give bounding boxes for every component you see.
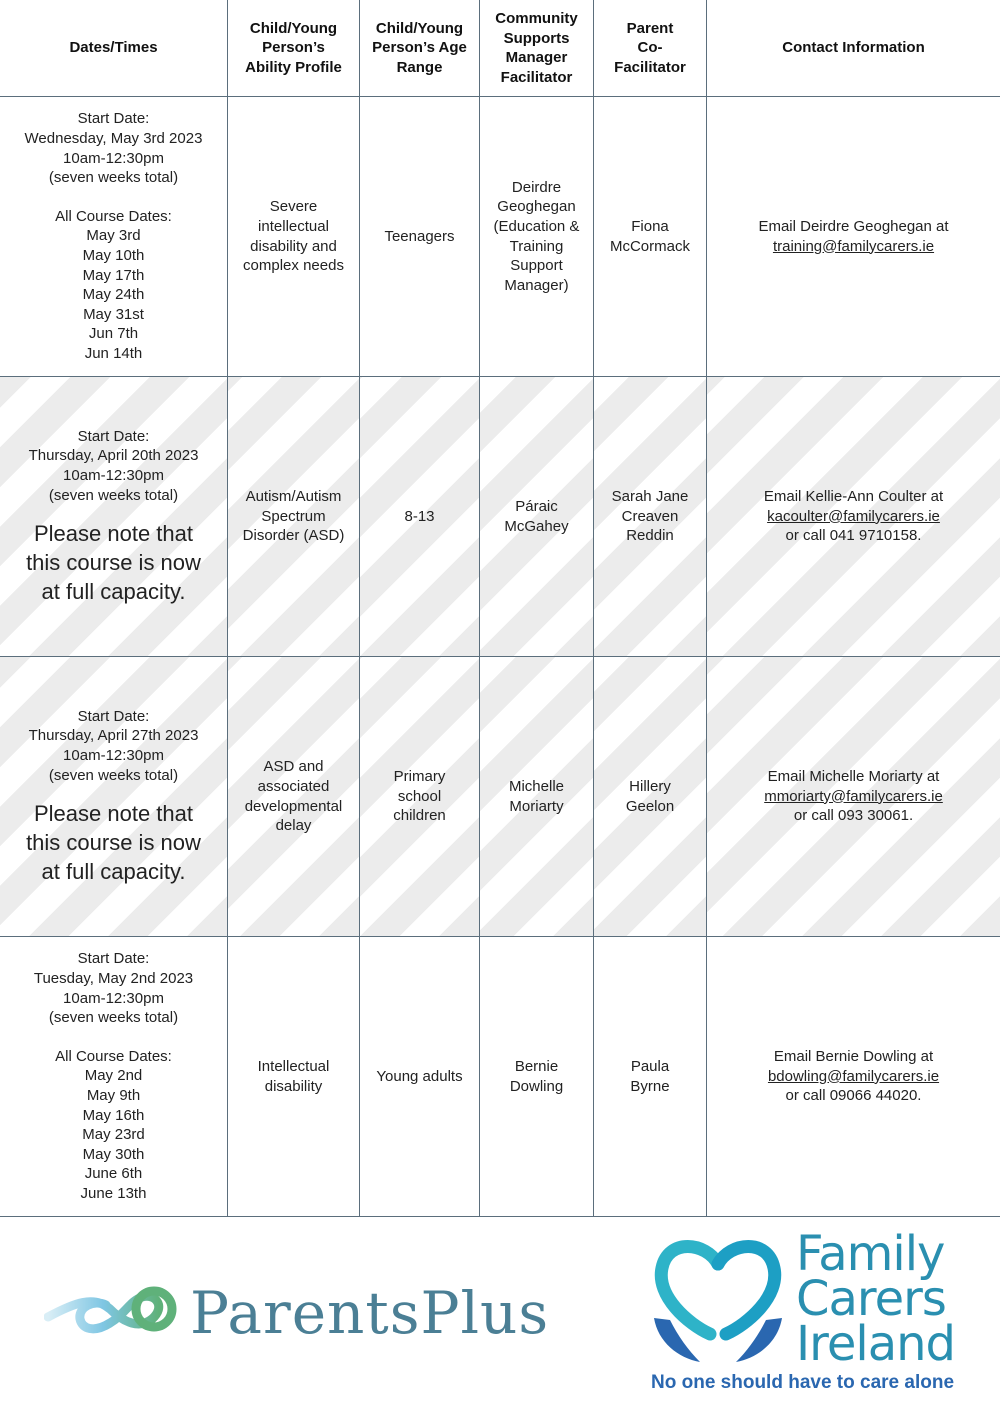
header-line: Manager xyxy=(505,49,568,66)
dates-cell xyxy=(0,377,228,657)
co-facilitator-cell xyxy=(594,377,707,657)
date-line: Thursday, April 27th 2023 xyxy=(28,727,199,745)
date-line: Start Date: xyxy=(77,707,150,725)
co-facilitator-cell xyxy=(594,97,707,377)
date-line: Start Date: xyxy=(77,950,150,968)
course-date: June 13th xyxy=(80,1184,147,1202)
course-date: May 2nd xyxy=(84,1067,143,1085)
ability-line: developmental xyxy=(244,797,343,815)
manager-facilitator-cell xyxy=(480,937,594,1217)
course-date: June 6th xyxy=(84,1165,143,1183)
header-line: Dates/Times xyxy=(69,39,158,57)
email-link[interactable]: mmoriarty@familycarers.ie xyxy=(764,787,943,805)
fci-tagline: No one should have to care alone xyxy=(651,1372,955,1393)
date-line: Start Date: xyxy=(77,110,150,128)
all-course-dates-label: All Course Dates: xyxy=(55,1047,172,1065)
dates-cell xyxy=(0,97,228,377)
age-line: 8-13 xyxy=(404,507,435,525)
cofacilitator-line: Geelon xyxy=(625,797,675,815)
ability-line: intellectual xyxy=(258,217,329,235)
course-date: May 9th xyxy=(86,1087,141,1104)
age-range-cell xyxy=(360,937,480,1217)
contact-line: Email Bernie Dowling at xyxy=(773,1048,934,1066)
header-line: Person’s xyxy=(262,39,325,57)
header-line: Contact Information xyxy=(782,39,925,57)
course-date: May 24th xyxy=(82,286,145,304)
all-course-dates-label: All Course Dates: xyxy=(55,207,172,225)
note-line: this course is now xyxy=(26,550,201,576)
dates-cell xyxy=(0,937,228,1217)
age-range-cell xyxy=(360,97,480,377)
ability-profile-cell xyxy=(228,97,360,377)
ability-line: disability and xyxy=(250,237,337,255)
date-line: 10am-12:30pm xyxy=(63,747,164,764)
manager-line: Training xyxy=(509,237,564,255)
cofacilitator-line: Creaven xyxy=(621,507,679,525)
ability-line: ASD and xyxy=(263,758,324,776)
cofacilitator-line: Sarah Jane xyxy=(611,488,689,506)
age-line: Teenagers xyxy=(384,227,455,245)
note-line: at full capacity. xyxy=(41,579,186,605)
date-line: 10am-12:30pm xyxy=(63,989,164,1007)
contact-cell xyxy=(707,937,1000,1217)
cofacilitator-line: Reddin xyxy=(626,527,674,545)
age-line: Primary xyxy=(393,768,446,786)
manager-line: Michelle xyxy=(508,777,565,795)
ability-line: Spectrum xyxy=(261,507,326,525)
header-dates xyxy=(0,0,228,97)
course-date: May 30th xyxy=(82,1145,145,1163)
manager-line: Bernie xyxy=(514,1057,559,1075)
header-ability xyxy=(228,0,360,97)
course-date: May 16th xyxy=(82,1106,145,1124)
full-capacity-note xyxy=(26,799,201,886)
header-line: Range xyxy=(396,58,443,76)
heart-hands-icon xyxy=(648,1234,788,1369)
contact-line: Email Michelle Moriarty at xyxy=(767,768,940,786)
age-line: children xyxy=(393,807,446,825)
contact-line: Email Kellie-Ann Coulter at xyxy=(763,488,944,506)
manager-facilitator-cell xyxy=(480,657,594,937)
cofacilitator-line: Hillery xyxy=(629,777,671,795)
cofacilitator-line: Paula xyxy=(630,1057,670,1075)
note-line: at full capacity. xyxy=(41,859,186,885)
ability-profile-cell xyxy=(228,937,360,1217)
header-age xyxy=(360,0,480,97)
manager-line: Dowling xyxy=(509,1077,564,1095)
date-line: Wednesday, May 3rd 2023 xyxy=(24,130,203,148)
header-line: Supports xyxy=(503,29,570,47)
ability-line: Intellectual xyxy=(257,1057,330,1075)
ability-profile-cell xyxy=(228,657,360,937)
course-date: Jun 7th xyxy=(88,325,139,343)
date-line: Thursday, April 20th 2023 xyxy=(28,447,199,465)
date-line: (seven weeks total) xyxy=(48,486,179,504)
ability-line: associated xyxy=(257,777,330,795)
phone-line: or call 041 9710158. xyxy=(785,527,922,545)
manager-facilitator-cell xyxy=(480,377,594,657)
manager-facilitator-cell xyxy=(480,97,594,377)
age-range-cell xyxy=(360,657,480,937)
fci-word: Carers xyxy=(796,1271,946,1327)
header-manager xyxy=(480,0,594,97)
full-capacity-note xyxy=(26,519,201,606)
co-facilitator-cell xyxy=(594,657,707,937)
header-line: Facilitator xyxy=(500,68,573,86)
email-link[interactable]: kacoulter@familycarers.ie xyxy=(767,507,940,525)
manager-line: (Education & xyxy=(493,217,580,235)
contact-cell xyxy=(707,657,1000,937)
age-line: Young adults xyxy=(376,1067,463,1085)
fci-word: Ireland xyxy=(796,1316,956,1372)
cofacilitator-line: Fiona xyxy=(631,217,669,235)
ability-line: Autism/Autism xyxy=(245,488,342,506)
ability-line: delay xyxy=(275,817,312,835)
date-line: Tuesday, May 2nd 2023 xyxy=(33,970,194,988)
ability-line: Disorder (ASD) xyxy=(242,527,345,545)
header-line: Child/Young xyxy=(375,19,464,37)
header-line: Community xyxy=(495,10,578,27)
phone-line: or call 09066 44020. xyxy=(785,1087,922,1105)
parents-plus-logo xyxy=(44,1278,564,1348)
ability-profile-cell xyxy=(228,377,360,657)
manager-line: Deirdre xyxy=(511,178,562,196)
infinity-loop-icon xyxy=(44,1283,184,1343)
header-line: Parent xyxy=(626,19,674,37)
note-line: this course is now xyxy=(26,830,201,856)
contact-cell xyxy=(707,377,1000,657)
dates-cell xyxy=(0,657,228,937)
note-line: Please note that xyxy=(33,521,193,547)
contact-line: Email Deirdre Geoghegan at xyxy=(758,217,949,235)
fci-wordmark xyxy=(796,1226,956,1372)
header-line: Facilitator xyxy=(614,58,686,76)
co-facilitator-cell xyxy=(594,937,707,1217)
family-carers-ireland-logo xyxy=(648,1226,968,1402)
cofacilitator-line: Byrne xyxy=(630,1077,670,1095)
note-line: Please note that xyxy=(33,801,193,827)
header-contact xyxy=(707,0,1000,97)
ability-line: complex needs xyxy=(243,257,344,275)
phone-line: or call 093 30061. xyxy=(793,807,914,825)
cofacilitator-line: McCormack xyxy=(609,237,690,255)
fci-word: Family xyxy=(796,1226,945,1282)
header-line: Ability Profile xyxy=(245,58,342,76)
date-line: 10am-12:30pm xyxy=(63,149,164,167)
course-date: May 17th xyxy=(82,266,145,284)
course-date: May 3rd xyxy=(86,227,141,245)
date-line: (seven weeks total) xyxy=(48,766,179,784)
age-line: school xyxy=(397,787,442,805)
manager-line: Moriarty xyxy=(509,797,564,815)
ability-line: disability xyxy=(264,1077,323,1095)
header-line: Person’s Age xyxy=(372,39,467,57)
course-date: May 10th xyxy=(82,247,145,264)
parents-plus-wordmark: ParentsPlus xyxy=(190,1279,550,1347)
date-line: (seven weeks total) xyxy=(48,1009,179,1027)
manager-line: Páraic xyxy=(515,497,558,515)
manager-line: Geoghegan xyxy=(497,198,576,216)
date-line: Start Date: xyxy=(77,427,150,445)
contact-cell xyxy=(707,97,1000,377)
header-cofacilitator xyxy=(594,0,707,97)
manager-line: Support xyxy=(510,257,563,275)
email-link[interactable]: bdowling@familycarers.ie xyxy=(767,1067,940,1085)
header-line: Co- xyxy=(637,39,663,57)
course-date: Jun 14th xyxy=(84,344,143,362)
date-line: (seven weeks total) xyxy=(48,169,179,187)
age-range-cell xyxy=(360,377,480,657)
manager-line: McGahey xyxy=(504,517,569,535)
date-line: 10am-12:30pm xyxy=(63,467,164,484)
course-date: May 23rd xyxy=(82,1126,145,1144)
course-date: May 31st xyxy=(83,305,144,323)
manager-line: Manager) xyxy=(504,276,569,294)
ability-line: Severe xyxy=(269,198,318,216)
header-line: Child/Young xyxy=(249,19,338,37)
email-link[interactable]: training@familycarers.ie xyxy=(772,237,935,255)
